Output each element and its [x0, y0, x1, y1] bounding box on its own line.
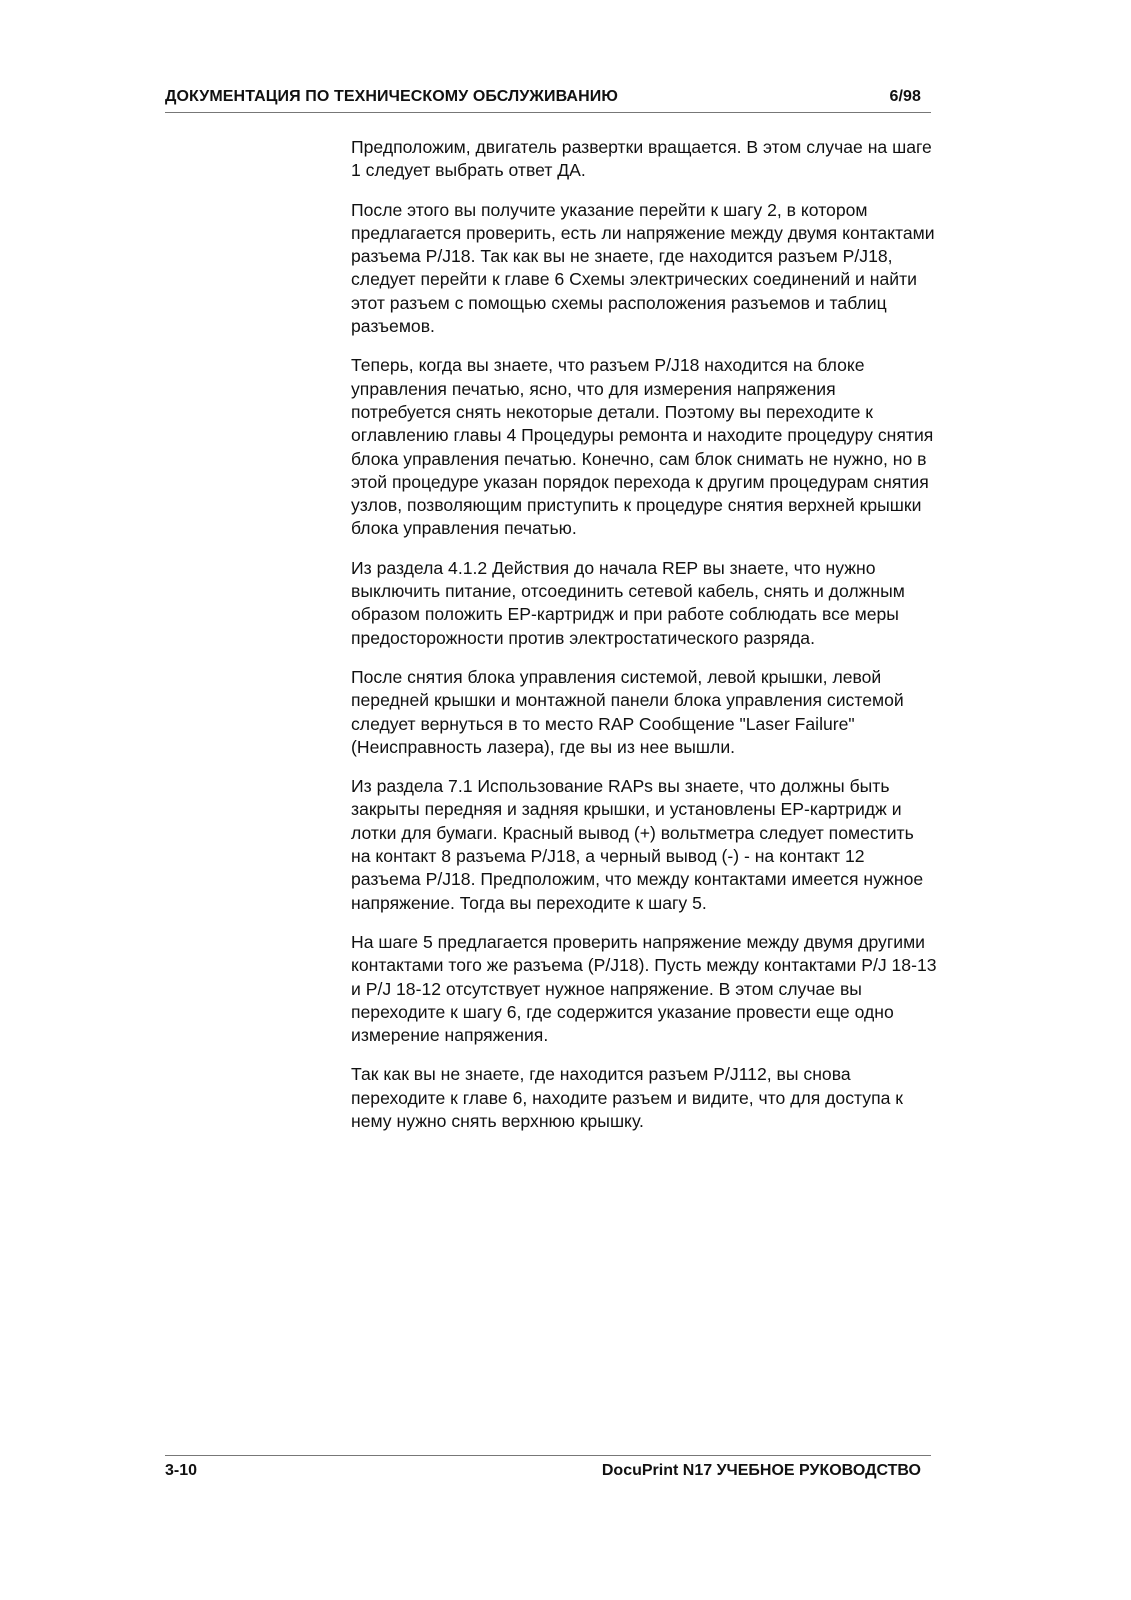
page-footer	[165, 1455, 931, 1486]
footer-page-number: 3-10	[165, 1462, 198, 1479]
paragraph: Так как вы не знаете, где находится разъем P/J112, вы снова переходите к главе 6, находите разъем и видите, что для доступа к нему нужно снять верхнюю крышку.	[351, 1064, 903, 1131]
header-date: 6/98	[889, 88, 921, 105]
paragraph: Из раздела 7.1 Использование RAPs вы знаете, что должны быть закрыты передняя и задняя крышки, и установлены EP-картридж и лотки для бумаги. Красный вывод (+) вольтметра следует поместить на контакт 8 разъема P/J18, а черный вывод (-) - на контакт 12 разъема P/J18. Предположим, что между контактами имеется нужное напряжение. Тогда вы переходите к шагу 5.	[351, 776, 924, 913]
paragraph: Предположим, двигатель развертки вращается. В этом случае на шаге 1 следует выбрать ответ ДА.	[351, 137, 932, 181]
footer-manual-title: DocuPrint N17 УЧЕБНОЕ РУКОВОДСТВО	[601, 1462, 921, 1479]
paragraph: После снятия блока управления системой, левой крышки, левой передней крышки и монтажной панели блока управления системой следует вернуться в то место RAP Сообщение "Laser Failure" (Неисправность лазера), где вы из нее вышли.	[351, 666, 904, 757]
page-header	[165, 88, 931, 113]
paragraph: После этого вы получите указание перейти к шагу 2, в котором предлагается проверить, есть ли напряжение между двумя контактами разъема P/J18. Так как вы не знаете, где находится разъем P/J18, следует перейти к главе 6 Схемы электрических соединений и найти этот разъем с помощью схемы расположения разъемов и таблиц разъемов.	[351, 199, 935, 337]
header-title: ДОКУМЕНТАЦИЯ ПО ТЕХНИЧЕСКОМУ ОБСЛУЖИВАНИЮ	[165, 88, 618, 105]
paragraph: На шаге 5 предлагается проверить напряжение между двумя другими контактами того же разъема (P/J18). Пусть между контактами P/J 18-13 и P/J 18-12 отсутствует нужное напряжение. В этом случае вы переходите к шагу 6, где содержится указание провести еще одно измерение напряжения.	[351, 931, 937, 1046]
paragraph: Из раздела 4.1.2 Действия до начала REP вы знаете, что нужно выключить питание, отсоединить сетевой кабель, снять и должным образом положить EP-картридж и при работе соблюдать все меры предосторожности против электростатического разряда.	[351, 557, 905, 648]
body-text	[351, 136, 937, 1149]
paragraph: Теперь, когда вы знаете, что разъем P/J18 находится на блоке управления печатью, ясно, что для измерения напряжения потребуется снять некоторые детали. Поэтому вы переходите к оглавлению главы 4 Процедуры ремонта и находите процедуру снятия блока управления печатью. Конечно, сам блок снимать не нужно, но в этой процедуре указан порядок перехода к другим процедурам снятия узлов, позволяющим приступить к процедуре снятия верхней крышки блока управления печатью.	[351, 355, 934, 539]
